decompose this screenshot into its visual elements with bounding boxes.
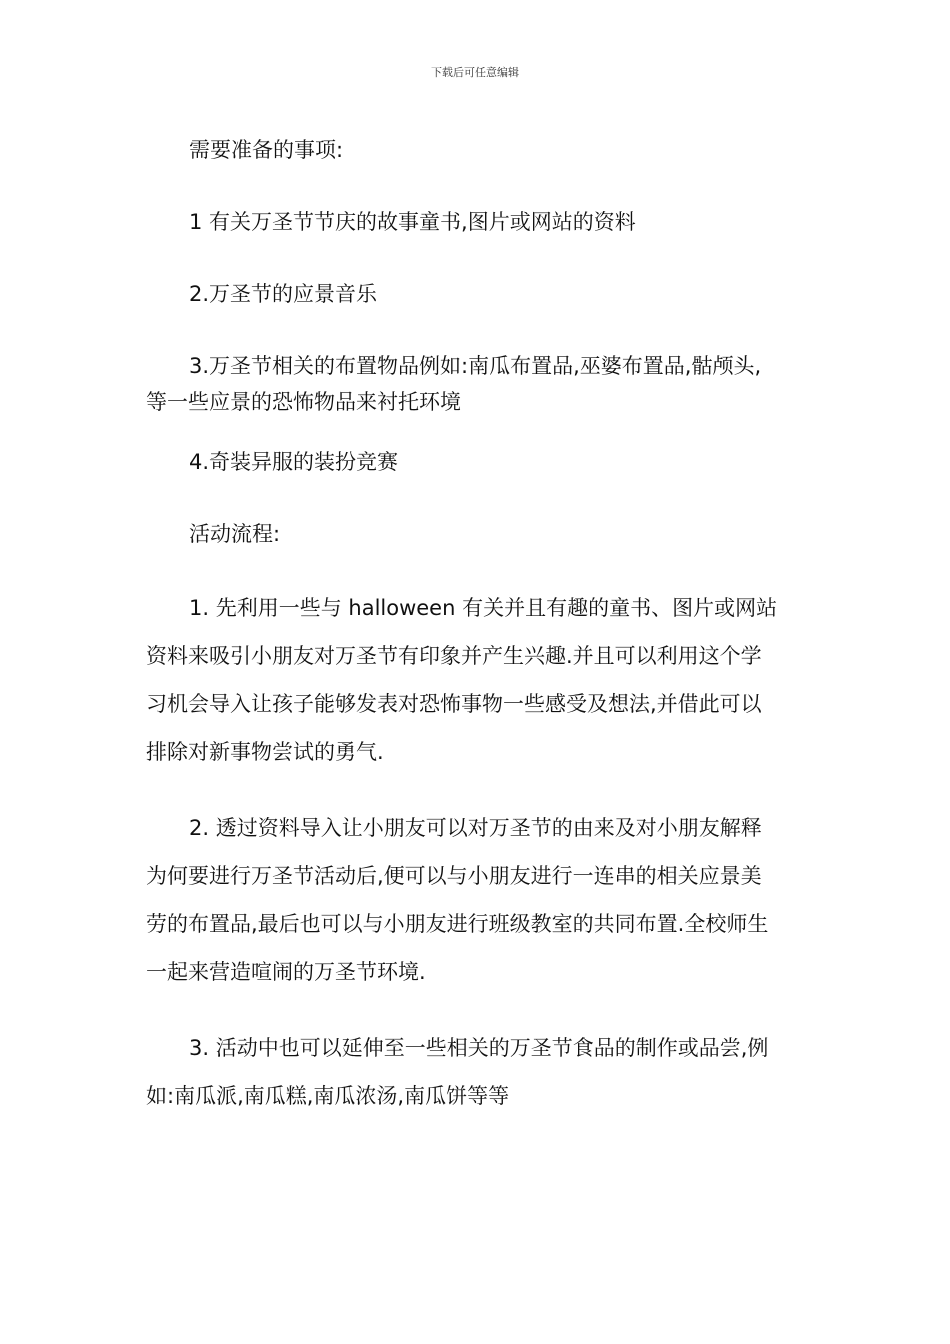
text-line: 4.奇装异服的装扮竞赛 (189, 450, 399, 474)
text-line: 活动流程: (189, 522, 281, 546)
text-line: 一起来营造喧闹的万圣节环境. (146, 960, 426, 984)
prep-item-1 (146, 198, 816, 246)
text-line: 3. 活动中也可以延伸至一些相关的万圣节食品的制作或品尝,例 (189, 1036, 769, 1060)
text-line: 2. 透过资料导入让小朋友可以对万圣节的由来及对小朋友解释 (189, 816, 762, 840)
flow-item-2 (146, 804, 816, 996)
prep-item-2 (146, 270, 816, 318)
text-line: 习机会导入让孩子能够发表对恐怖事物一些感受及想法,并借此可以 (146, 692, 762, 716)
text-line: 等一些应景的恐怖物品来衬托环境 (146, 390, 461, 414)
flow-item-1 (146, 584, 816, 776)
prep-item-3 (146, 342, 816, 426)
text-line: 需要准备的事项: (189, 138, 344, 162)
text-line: 1. 先利用一些与 halloween 有关并且有趣的童书、图片或网站 (189, 596, 778, 620)
text-line: 3.万圣节相关的布置物品例如:南瓜布置品,巫婆布置品,骷颅头, (189, 354, 762, 378)
flow-item-3 (146, 1024, 816, 1120)
page-header: 下载后可任意编辑 (431, 66, 519, 79)
text-line: 为何要进行万圣节活动后,便可以与小朋友进行一连串的相关应景美 (146, 864, 762, 888)
text-line: 资料来吸引小朋友对万圣节有印象并产生兴趣.并且可以利用这个学 (146, 644, 762, 668)
flow-title (146, 510, 816, 558)
text-line: 劳的布置品,最后也可以与小朋友进行班级教室的共同布置.全校师生 (146, 912, 769, 936)
prep-item-4 (146, 438, 816, 486)
prep-title (146, 126, 816, 174)
text-line: 排除对新事物尝试的勇气. (146, 740, 384, 764)
text-line: 如:南瓜派,南瓜糕,南瓜浓汤,南瓜饼等等 (146, 1084, 510, 1108)
text-line: 1 有关万圣节节庆的故事童书,图片或网站的资料 (189, 210, 636, 234)
text-line: 2.万圣节的应景音乐 (189, 282, 378, 306)
